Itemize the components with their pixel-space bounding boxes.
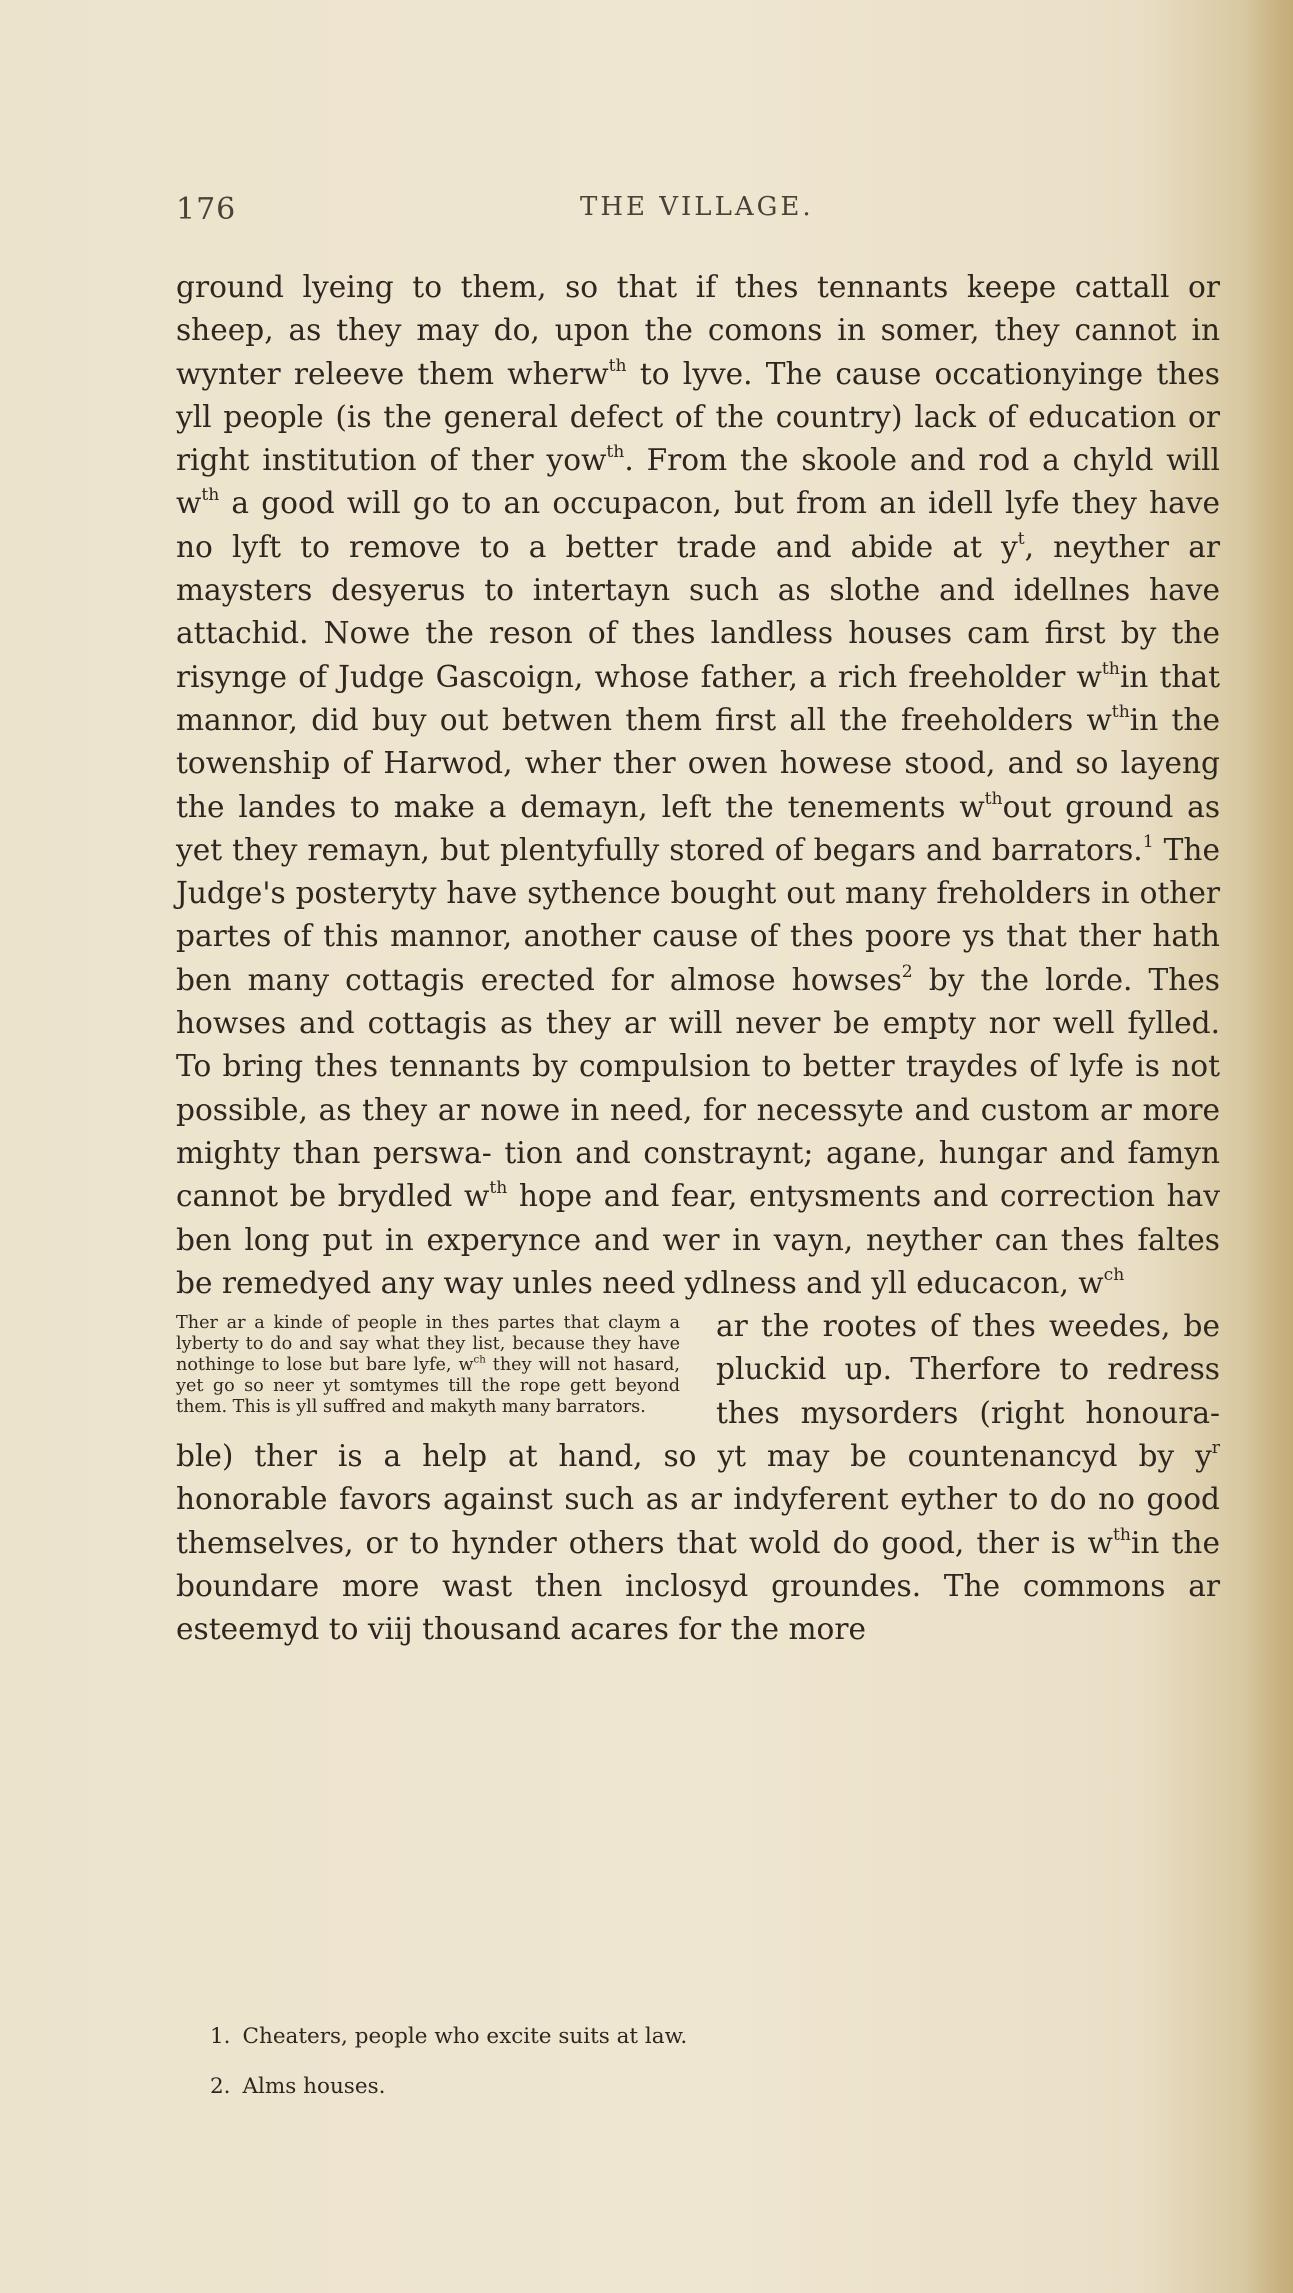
- page-header: [176, 192, 1216, 236]
- footnote-marker: 1.: [210, 2024, 231, 2049]
- paragraph-2: ar the rootes of thes weedes, be pluckid up. Therfore to redress thes mysorders (right honoura- ble) ther is a help at hand, so yt may be countenancyd by $y^r$ honorable favors against such as ar indyferent eyther to do no good themselves, or to hynder others that wold do good, ther is $w^{th}in$ the boundare more wast then inclosyd groundes. The commons ar esteemyd to viij thousand acares for the more: [176, 1309, 1220, 1647]
- footnote-1: [210, 2012, 1110, 2062]
- footnote-marker: 2.: [210, 2074, 231, 2099]
- footnote-text: Cheaters, people who excite suits at law.: [242, 2024, 688, 2049]
- footnote-text: Alms houses.: [242, 2074, 386, 2099]
- page-number: 176: [176, 192, 237, 227]
- page-edge-shadow: [1245, 0, 1293, 2293]
- running-head: THE VILLAGE.: [580, 192, 814, 222]
- paragraph-1: ground lyeing to them, so that if thes tennants keepe cattall or sheep, as they may do, upon the comons in somer, they cannot in wynter releeve them wherw$^{th}$ to lyve. The cause occationyinge thes yll people (is the general defect of the country) lack of education or right institution of ther yow$^{th}$. From the skoole and rod a chyld will $w^{th}$ a good will go to an occupacon, but from an idell lyfe they have no lyft to remove to a better trade and abide at $y^t$, neyther ar maysters desyerus to intertayn such as slothe and idellnes have attachid. Nowe the reson of thes landless houses cam first by the risynge of Judge Gascoign, whose father, a rich freeholder $w^{th}in$ that mannor, did buy out betwen them first all the freeholders $w^{th}in$ the towenship of Harwod, wher ther owen howese stood, and so layeng the landes to make a demayn, left the tenements $w^{th}out$ ground as yet they remayn, but plentyfully stored of begars and barrators.$^1$ The Judge's posteryty have sythence bought out many freholders in other partes of this mannor, another cause of thes poore ys that ther hath ben many cottagis erected for almose howses$^2$ by the lorde. Thes howses and cottagis as they ar will never be empty nor well fylled. To bring thes tennants by compulsion to better traydes of lyfe is not possible, as they ar nowe in need, for necessyte and custom ar more mighty than perswa- tion and constraynt; agane, hungar and famyn cannot be brydled $w^{th}$ hope and fear, entysments and correction hav ben long put in experynce and wer in vayn, neyther can thes faltes be remedyed any way unles need ydlness and yll educacon, $w^{ch}$: [176, 270, 1221, 1300]
- footnote-2: [210, 2062, 1110, 2112]
- footnotes: [210, 2012, 1110, 2112]
- side-note: Ther ar a kinde of people in thes partes that claym a lyberty to do and say what they list, because they have nothinge to lose but bare lyfe, $w^{ch}$ they will not hasard, yet go so neer yt somtymes till the rope gett beyond them. This is yll suffred and makyth many barrators.: [176, 1313, 680, 1418]
- body-text: [176, 266, 1220, 1652]
